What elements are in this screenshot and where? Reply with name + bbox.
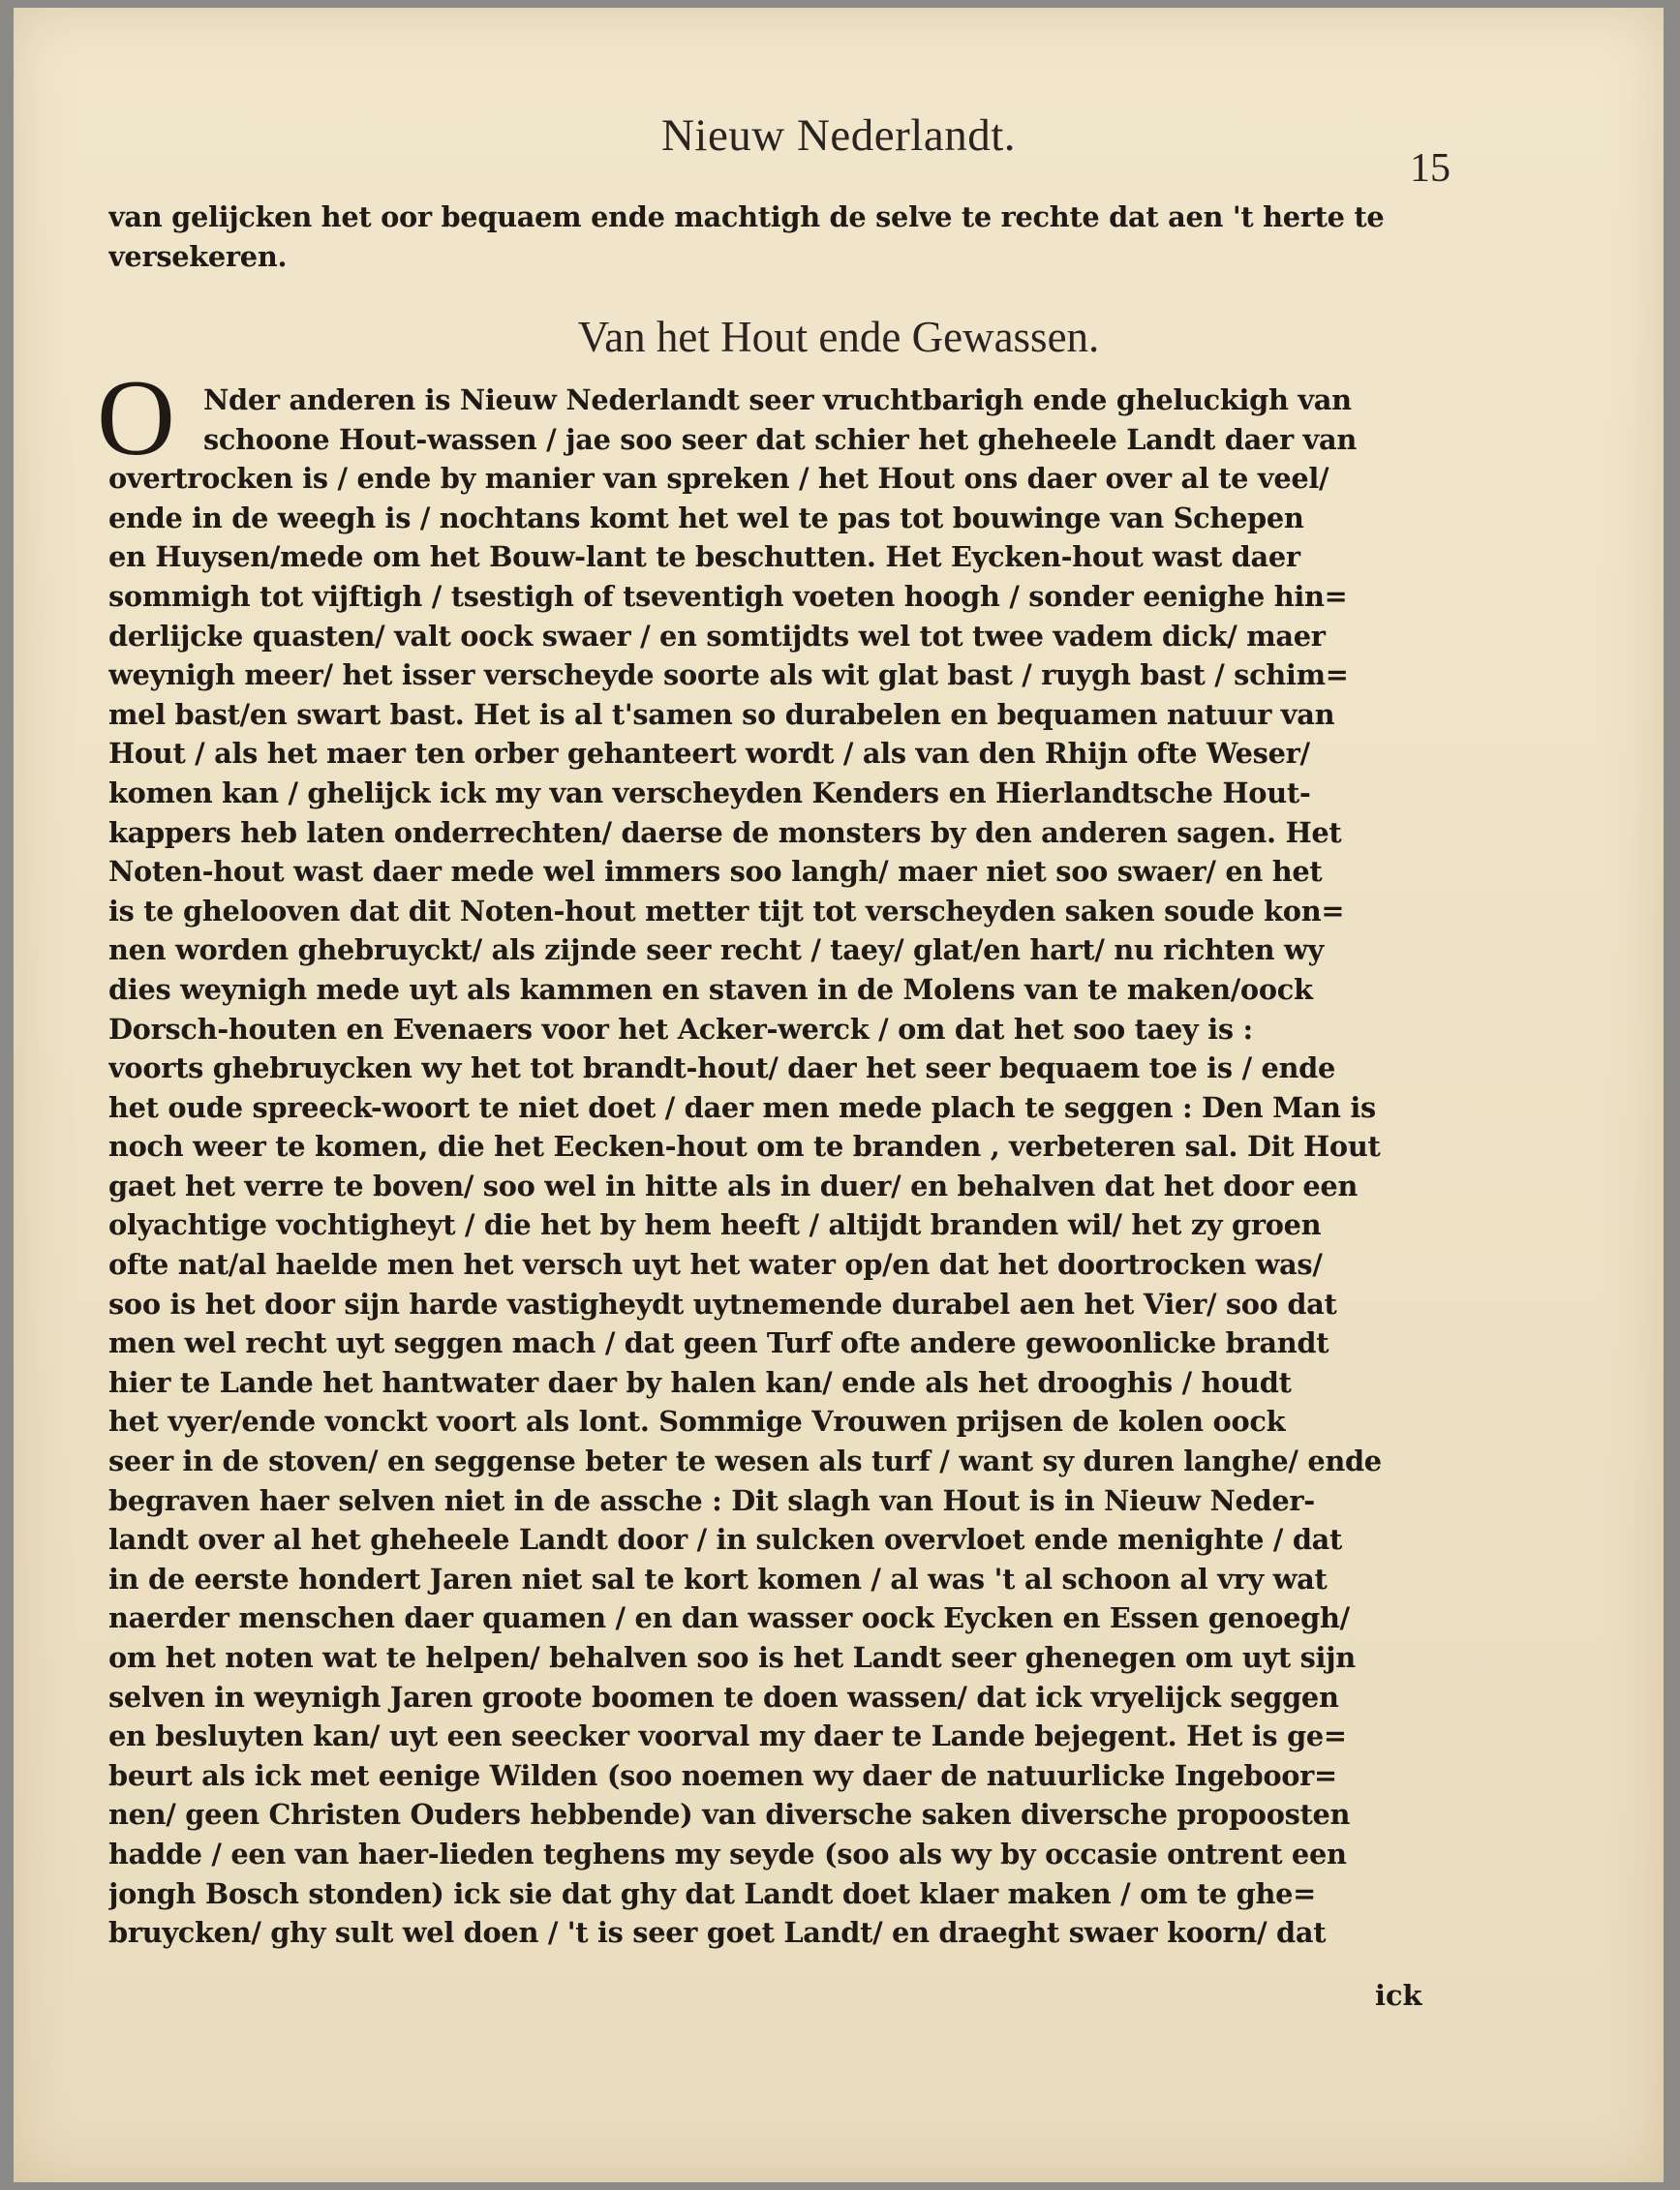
text-line: hier te Lande het hantwater daer by halen kan/ ende als het drooghis / houdt — [108, 1365, 1292, 1399]
body-text — [108, 380, 1460, 1953]
text-line: beurt als ick met eenige Wilden (soo noemen wy daer de natuurlicke Ingeboor= — [108, 1758, 1337, 1792]
text-line: en besluyten kan/ uyt een seecker voorval my daer te Lande bejegent. Het is ge= — [108, 1719, 1347, 1753]
running-title: Nieuw Nederlandt. — [660, 110, 1017, 161]
catchword: ick — [1375, 1979, 1422, 2012]
text-line: men wel recht uyt seggen mach / dat geen Turf ofte andere gewoonlicke brandt — [108, 1326, 1329, 1360]
text-line: komen kan / ghelijck ick my van verscheyden Kenders en Hierlandtsche Hout- — [108, 776, 1311, 809]
text-line: van gelijcken het oor bequaem ende machtigh de selve te rechte dat aen 't herte te — [108, 200, 1385, 233]
text-line: jongh Bosch stonden) ick sie dat ghy dat Landt doet klaer maken / om te ghe= — [108, 1876, 1316, 1910]
text-line: weynigh meer/ het isser verscheyde soorte als wit glat bast / ruygh bast / schim= — [108, 658, 1349, 692]
text-line: sommigh tot vijftigh / tsestigh of tseventigh voeten hoogh / sonder eenighe hin= — [108, 579, 1348, 613]
text-line: selven in weynigh Jaren groote boomen te doen wassen/ dat ick vryelijck seggen — [108, 1680, 1339, 1714]
text-line: het vyer/ende vonckt voort als lont. Sommige Vrouwen prijsen de kolen oock — [108, 1405, 1286, 1439]
text-line: derlijcke quasten/ valt oock swaer / en somtijdts wel tot twee vadem dick/ maer — [108, 619, 1326, 653]
text-line: ende in de weegh is / nochtans komt het wel te pas tot bouwinge van Schepen — [108, 501, 1304, 534]
text-line: voorts ghebruycken wy het tot brandt-hout/ daer het seer bequaem toe is / ende — [108, 1051, 1336, 1085]
text-line: in de eerste hondert Jaren niet sal te kort komen / al was 't al schoon al vry wat — [108, 1562, 1328, 1596]
text-line: ofte nat/al haelde men het versch uyt het water op/en dat het doortrocken was/ — [108, 1248, 1323, 1282]
text-line: overtrocken is / ende by manier van spreken / het Hout ons daer over al te veel/ — [108, 462, 1329, 496]
text-line: kappers heb laten onderrechten/ daerse de monsters by den anderen sagen. Het — [108, 815, 1342, 849]
text-line: Hout / als het maer ten orber gehanteert wordt / als van den Rhijn ofte Weser/ — [108, 737, 1310, 771]
text-line: noch weer te komen, die het Eecken-hout om te branden , verbeteren sal. Dit Hout — [108, 1130, 1381, 1164]
text-line: hadde / een van haer-lieden teghens my seyde (soo als wy by occasie ontrent een — [108, 1837, 1347, 1871]
text-line: mel bast/en swart bast. Het is al t'samen so durabelen en bequamen natuur van — [108, 697, 1335, 731]
intro-paragraph — [108, 198, 1464, 276]
text-line: Nder anderen is Nieuw Nederlandt seer vruchtbarigh ende gheluckigh van — [203, 383, 1352, 416]
text-line: olyachtige vochtigheyt / die het by hem heeft / altijdt branden wil/ het zy groen — [108, 1208, 1322, 1242]
text-line: dies weynigh mede uyt als kammen en staven in de Molens van te maken/oock — [108, 972, 1313, 1006]
text-line: Dorsch-houten en Evenaers voor het Acker-werck / om dat het soo taey is : — [108, 1012, 1253, 1046]
text-line: nen worden ghebruyckt/ als zijnde seer recht / taey/ glat/en hart/ nu richten wy — [108, 933, 1324, 967]
text-line: schoone Hout-wassen / jae soo seer dat schier het gheheele Landt daer van — [203, 422, 1357, 456]
text-line: gaet het verre te boven/ soo wel in hitte als in duer/ en behalven dat het door een — [108, 1169, 1359, 1202]
text-line: bruycken/ ghy sult wel doen / 't is seer goet Landt/ en draeght swaer koorn/ dat — [108, 1916, 1327, 1950]
text-line: naerder menschen daer quamen / en dan wasser oock Eycken en Essen genoegh/ — [108, 1601, 1350, 1635]
page-number: 15 — [1410, 146, 1451, 191]
text-line: soo is het door sijn harde vastigheydt uytnemende durabel aen het Vier/ soo dat — [108, 1287, 1337, 1321]
section-heading: Van het Hout ende Gewassen. — [577, 313, 1100, 361]
text-line: en Huysen/mede om het Bouw-lant te beschutten. Het Eycken-hout wast daer — [108, 540, 1300, 574]
text-line: landt over al het gheheele Landt door / in sulcken overvloet ende menighte / dat — [108, 1523, 1343, 1557]
text-line: Noten-hout wast daer mede wel immers soo langh/ maer niet soo swaer/ en het — [108, 855, 1323, 889]
drop-cap-initial: O — [97, 358, 175, 478]
text-line: het oude spreeck-woort te niet doet / daer men mede plach te seggen : Den Man is — [108, 1090, 1376, 1124]
text-line: versekeren. — [108, 239, 288, 273]
text-line: seer in de stoven/ en seggense beter te wesen als turf / want sy duren langhe/ ende — [108, 1445, 1382, 1478]
text-line: om het noten wat te helpen/ behalven soo is het Landt seer ghenegen om uyt sijn — [108, 1641, 1356, 1674]
text-line: is te ghelooven dat dit Noten-hout metter tijt tot verscheyden saken soude kon= — [108, 894, 1345, 928]
text-line: nen/ geen Christen Ouders hebbende) van diversche saken diversche propoosten — [108, 1798, 1351, 1832]
text-line: begraven haer selven niet in de assche : Dit slagh van Hout is in Nieuw Neder- — [108, 1483, 1315, 1517]
